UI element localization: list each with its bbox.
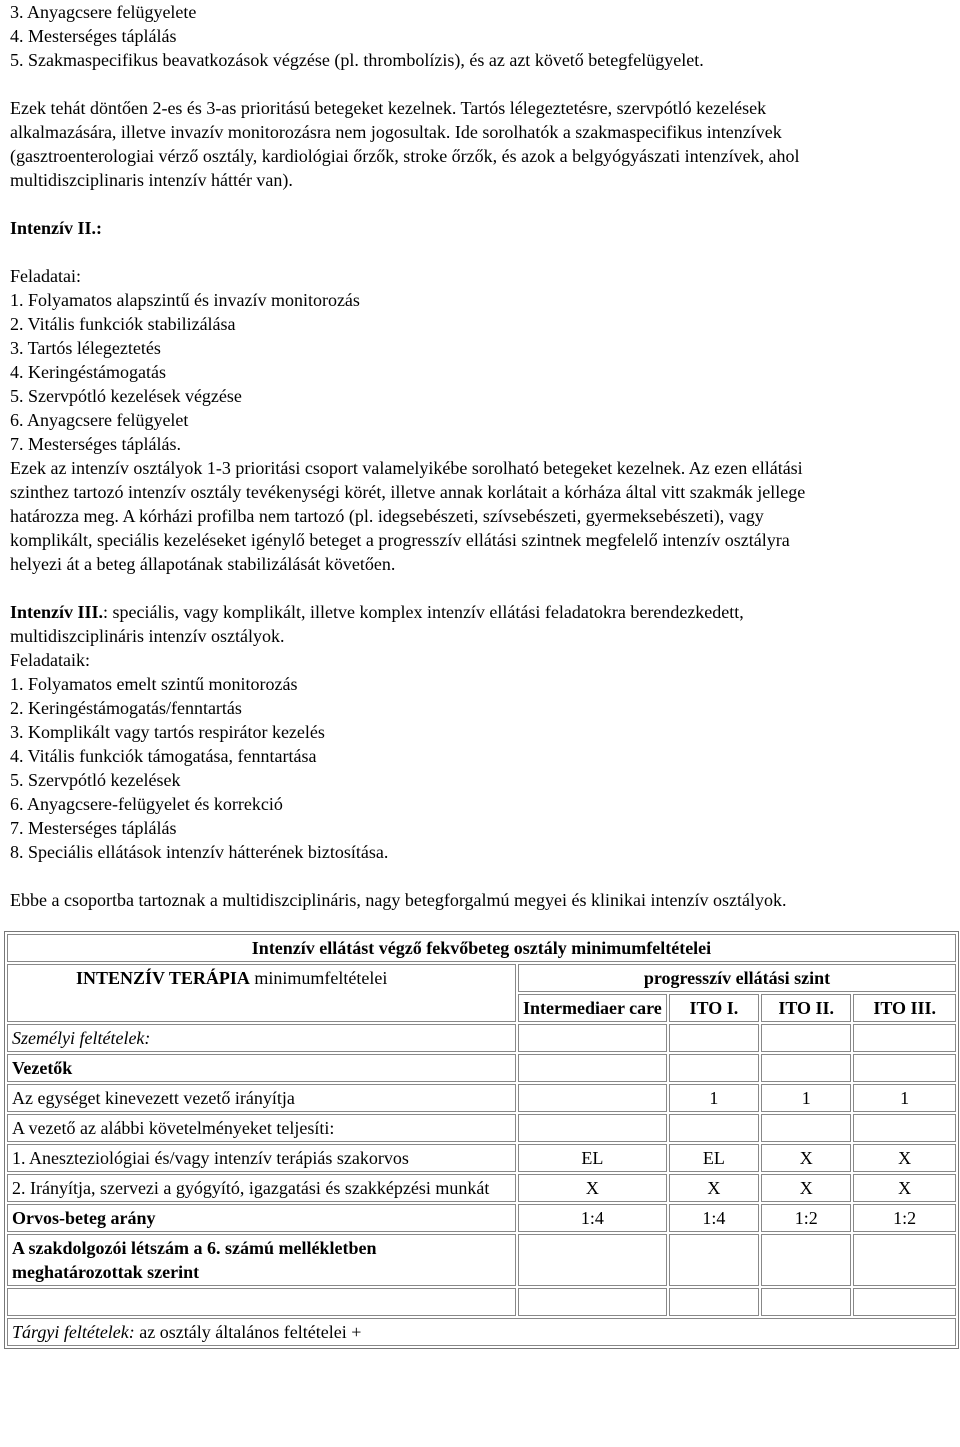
table-cell [669,1288,759,1316]
table-row [7,1054,956,1082]
list-item: 5. Szervpótló kezelések [10,770,181,790]
paragraph-line: helyezi át a beteg állapotának stabilizálását követően. [10,554,396,574]
list-item: 2. Keringéstámogatás/fenntartás [10,698,242,718]
table-cell: 1:2 [853,1204,956,1232]
progressive-header: progresszív ellátási szint [518,964,956,992]
table-cell: 1 [853,1084,956,1112]
table-cell [761,1054,851,1082]
table-cell: 1 [761,1084,851,1112]
table-title-row [7,934,956,962]
tasks-label: Feladatai: [10,266,81,286]
personal-label: Személyi feltételek: [7,1024,516,1052]
section-heading-ito3: Intenzív III.: speciális, vagy komplikált, illetve komplex intenzív ellátási feladatokra berendezkedett, [10,602,744,622]
table-cell: X [761,1174,851,1202]
left-header: INTENZÍV TERÁPIA minimumfeltételei [7,964,516,1022]
paragraph-line: Ezek az intenzív osztályok 1-3 prioritási csoport valamelyikébe sorolható betegeket kezelnek. Az ezen ellátási [10,458,803,478]
row-label: Az egységet kinevezett vezető irányítja [7,1084,516,1112]
table-cell [761,1234,851,1286]
table-cell: X [853,1144,956,1172]
list-item: 8. Speciális ellátások intenzív hátterének biztosítása. [10,842,389,862]
list-item: 3. Komplikált vagy tartós respirátor kezelés [10,722,325,742]
document-page [10,0,955,912]
list-item: 7. Mesterséges táplálás [10,818,177,838]
table-cell: X [669,1174,759,1202]
table-cell: 1:4 [669,1204,759,1232]
table-row [7,1174,956,1202]
paragraph-line: szinthez tartozó intenzív osztály tevékenységi körét, illetve annak korlátait a kórháza által vitt szakmák jellege [10,482,806,502]
table-cell [853,1024,956,1052]
table-cell [853,1054,956,1082]
table-cell: X [853,1174,956,1202]
table-cell [518,1024,667,1052]
table-cell [7,1288,516,1316]
list-item: 5. Szervpótló kezelések végzése [10,386,242,406]
table-row [7,1234,956,1286]
table-cell [669,1234,759,1286]
list-item: 7. Mesterséges táplálás. [10,434,181,454]
col-header-ito2: ITO II. [761,994,851,1022]
table-cell [518,1234,667,1286]
list-item: 1. Folyamatos alapszintű és invazív monitorozás [10,290,360,310]
table-cell [853,1288,956,1316]
table-cell [518,1114,667,1142]
tasks-label: Feladataik: [10,650,90,670]
list-item: 4. Mesterséges táplálás [10,26,177,46]
row-label: 1. Aneszteziológiai és/vagy intenzív terápiás szakorvos [7,1144,516,1172]
table-cell: 1 [669,1084,759,1112]
table-row [7,1114,956,1142]
table-cell [669,1024,759,1052]
table-title: Intenzív ellátást végző fekvőbeteg osztály minimumfeltételei [7,934,956,962]
table-cell [761,1288,851,1316]
row-label: 2. Irányítja, szervezi a gyógyító, igazgatási és szakképzési munkát [7,1174,516,1202]
list-item: 2. Vitális funkciók stabilizálása [10,314,236,334]
row-label: Vezetők [7,1054,516,1082]
table-row [7,1084,956,1112]
table-cell [853,1114,956,1142]
paragraph-line: határozza meg. A kórházi profilba nem tartozó (pl. idegsebészeti, szívsebészeti, gyermeksebészeti), vagy [10,506,764,526]
list-item: 6. Anyagcsere felügyelet [10,410,189,430]
paragraph-line: multidiszciplináris intenzív osztályok. [10,626,285,646]
requirements-table [4,931,959,1349]
table-cell [761,1114,851,1142]
closing-paragraph: Ebbe a csoportba tartoznak a multidiszciplináris, nagy betegforgalmú megyei és klinikai intenzív osztályok. [10,890,787,910]
table-cell: 1:4 [518,1204,667,1232]
list-item: 3. Anyagcsere felügyelete [10,2,197,22]
row-label: A vezető az alábbi követelményeket teljesíti: [7,1114,516,1142]
table-row [7,1204,956,1232]
col-header-intermediaer: Intermediaer care [518,994,667,1022]
section-heading-ito2: Intenzív II.: [10,218,103,238]
table-cell [518,1084,667,1112]
table-cell [518,1288,667,1316]
table-cell [761,1024,851,1052]
list-item: 5. Szakmaspecifikus beavatkozások végzése (pl. thrombolízis), és az azt követő betegfelügyelet. [10,50,704,70]
list-item: 3. Tartós lélegeztetés [10,338,161,358]
list-item: 1. Folyamatos emelt szintű monitorozás [10,674,298,694]
col-header-ito1: ITO I. [669,994,759,1022]
paragraph-line: komplikált, speciális kezeléseket igénylő beteget a progresszív ellátási szintnek megfelelő intenzív osztályra [10,530,790,550]
table-cell: X [761,1144,851,1172]
table-cell: EL [518,1144,667,1172]
table-header-row [7,964,956,992]
paragraph-line: Ezek tehát döntően 2-es és 3-as prioritású betegeket kezelnek. Tartós lélegeztetésre, szervpótló kezelések [10,98,767,118]
table-row [7,1024,956,1052]
table-row [7,1144,956,1172]
table-cell [669,1114,759,1142]
table-row [7,1318,956,1346]
list-item: 6. Anyagcsere-felügyelet és korrekció [10,794,283,814]
material-conditions: Tárgyi feltételek: az osztály általános feltételei + [7,1318,956,1346]
table-cell [669,1054,759,1082]
row-label: A szakdolgozói létszám a 6. számú mellékletben meghatározottak szerint [7,1234,516,1286]
paragraph-line: (gasztroenterologiai vérző osztály, kardiológiai őrzők, stroke őrzők, és azok a belgyógyászati intenzívek, ahol [10,146,800,166]
paragraph-line: alkalmazására, illetve invazív monitorozásra nem jogosultak. Ide sorolhatók a szakmaspecifikus intenzívek [10,122,782,142]
table-cell: 1:2 [761,1204,851,1232]
row-label: Orvos-beteg arány [7,1204,516,1232]
table-cell: EL [669,1144,759,1172]
table-cell [853,1234,956,1286]
table-row [7,1288,956,1316]
list-item: 4. Keringéstámogatás [10,362,166,382]
table-cell [518,1054,667,1082]
list-item: 4. Vitális funkciók támogatása, fenntartása [10,746,317,766]
col-header-ito3: ITO III. [853,994,956,1022]
table-cell: X [518,1174,667,1202]
paragraph-line: multidiszciplinaris intenzív háttér van). [10,170,293,190]
